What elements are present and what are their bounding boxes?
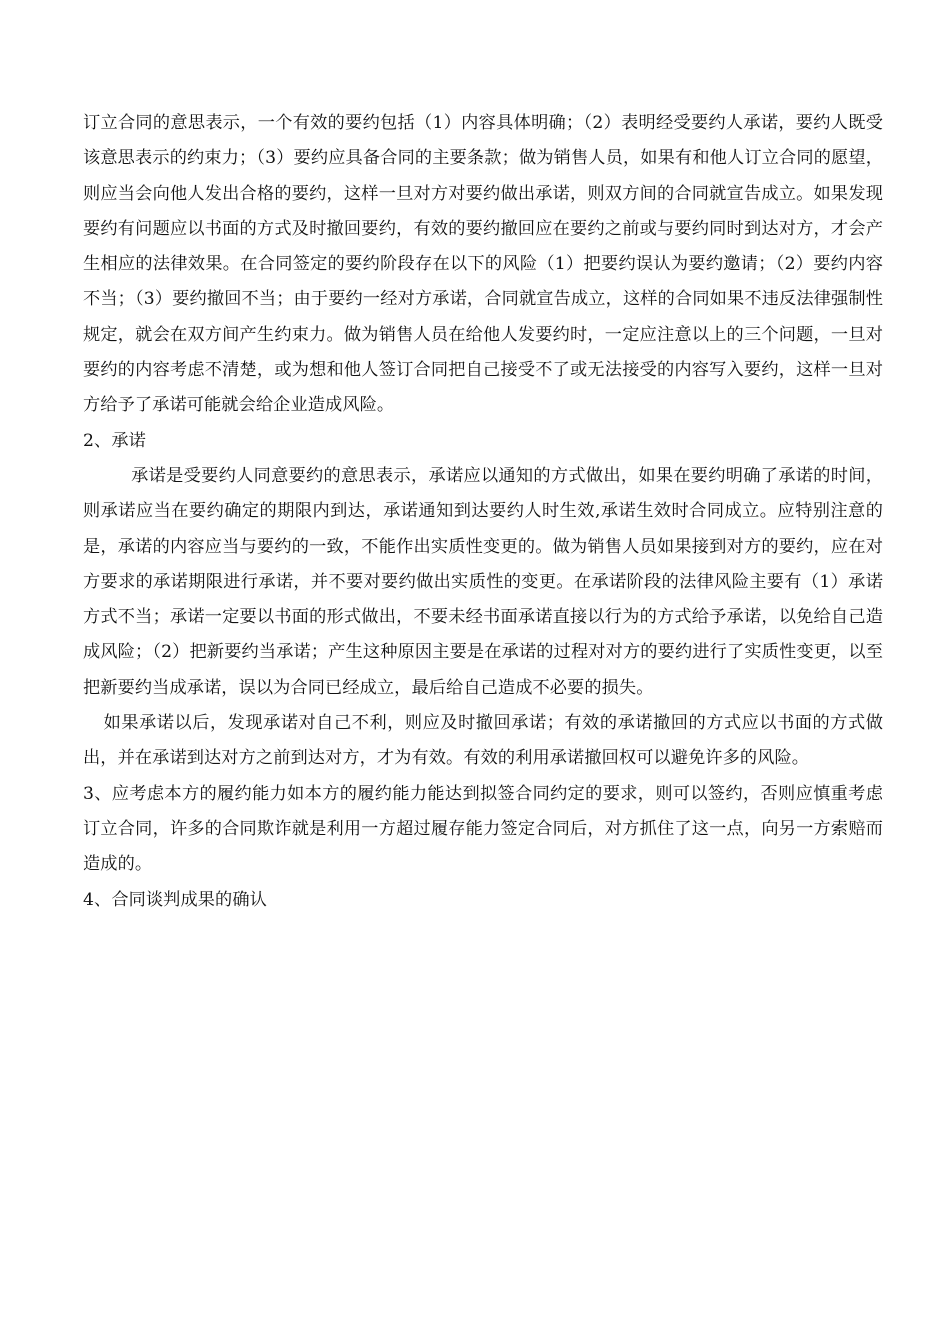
paragraph-acceptance-withdrawal: 如果承诺以后，发现承诺对自己不利，则应及时撤回承诺；有效的承诺撤回的方式应以书面的方式做出，并在承诺到达对方之前到达对方，才为有效。有效的利用承诺撤回权可以避免许多的风险。 [83,713,883,769]
section-heading-acceptance: 2、承诺 [83,430,146,451]
paragraph-offer-risks: 订立合同的意思表示，一个有效的要约包括（1）内容具体明确；（2）表明经受要约人承诺，要约人既受该意思表示的约束力；（3）要约应具备合同的主要条款；做为销售人员，如果有和他人订立合同的愿望，则应当会向他人发出合格的要约，这样一旦对方对要约做出承诺，则双方间的合同就宣告成立。如果发现要约有问题应以书面的方式及时撤回要约，有效的要约撤回应在要约之前或与要约同时到达对方，才会产生相应的法律效果。在合同签定的要约阶段存在以下的风险（1）把要约误认为要约邀请；（2）要约内容不当；（3）要约撤回不当；由于要约一经对方承诺，合同就宣告成立，这样的合同如果不违反法律强制性规定，就会在双方间产生约束力。做为销售人员在给他人发要约时，一定应注意以上的三个问题，一旦对要约的内容考虑不清楚，或为想和他人签订合同把自己接受不了或无法接受的内容写入要约，这样一旦对方给予了承诺可能就会给企业造成风险。 [83,113,883,416]
paragraph-acceptance: 承诺是受要约人同意要约的意思表示，承诺应以通知的方式做出，如果在要约明确了承诺的时间，则承诺应当在要约确定的期限内到达，承诺通知到达要约人时生效,承诺生效时合同成立。应特别注意的是，承诺的内容应当与要约的一致，不能作出实质性变更的。做为销售人员如果接到对方的要约，应在对方要求的承诺期限进行承诺，并不要对要约做出实质性的变更。在承诺阶段的法律风险主要有（1）承诺方式不当；承诺一定要以书面的形式做出，不要未经书面承诺直接以行为的方式给予承诺，以免给自己造成风险；（2）把新要约当承诺；产生这种原因主要是在承诺的过程对对方的要约进行了实质性变更，以至把新要约当成承诺，误以为合同已经成立，最后给自己造成不必要的损失。 [83,465,883,698]
document-page [83,106,883,918]
paragraph-performance-ability: 3、应考虑本方的履约能力如本方的履约能力能达到拟签合同约定的要求，则可以签约，否则应慎重考虑订立合同，许多的合同欺诈就是利用一方超过履存能力签定合同后，对方抓住了这一点，向另一方索赔而造成的。 [83,783,883,875]
section-heading-negotiation-result: 4、合同谈判成果的确认 [83,889,267,910]
